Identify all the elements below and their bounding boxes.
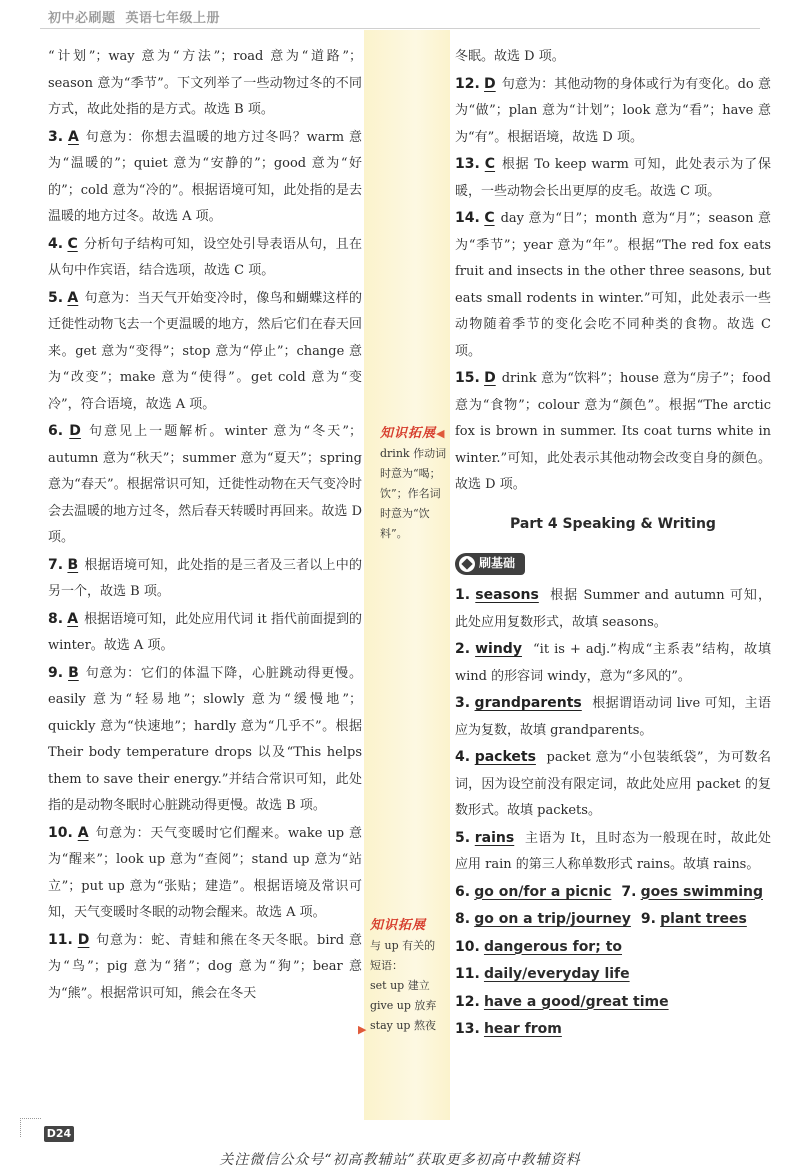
answer-letter: A (67, 289, 79, 306)
answer-item (455, 365, 771, 499)
running-header (48, 7, 220, 26)
section-badge (455, 553, 525, 575)
note-line: 时意为“喝； (380, 467, 441, 480)
item-number: 6. (48, 423, 64, 439)
item-number: 12. (455, 75, 480, 92)
answer-item (48, 606, 362, 660)
short-answer-row (455, 879, 771, 907)
explanation: packet 意为“小包装纸袋”，为可数名词，因为设空前没有限定词，故此处应用 packet 的复数形式。故填 packets。 (455, 750, 771, 818)
explanation: “it is + adj.”构成“主系表”结构，故填 wind 的形容词 windy，意为“多风的”。 (455, 642, 771, 684)
answer-item (48, 418, 362, 552)
answer-letter: D (484, 370, 496, 386)
book-title: 初中必刷题 (48, 11, 116, 26)
explanation: 冬眠。故选 D 项。 (455, 49, 565, 64)
short-answer-row (455, 906, 771, 934)
answer-word: seasons (475, 587, 539, 603)
answer-phrase: dangerous for; to (483, 938, 622, 955)
item-number: 4. (455, 749, 471, 765)
item-number: 11. (455, 966, 480, 982)
answer-letter: A (77, 824, 89, 841)
answer-word: rains (474, 829, 515, 846)
short-answer-row (455, 989, 771, 1017)
explanation: 句意见上一题解析。winter 意为“冬天”；autumn 意为“秋天”；summer 意为“夏天”；spring 意为“春天”。根据常识可知，迁徙性动物在天气变冷时会去温暖的地方过冬，然后春天转暖时再回来。故选 D 项。 (48, 424, 363, 545)
explanation: 句意为：它们的体温下降，心脏跳动得更慢。easily 意为“轻易地”；slowly 意为“缓慢地”；quickly 意为“快速地”；hardly 意为“几乎不”。根据 Their body temperature drops 以及“This helps them to save their energy.”并结合常识可知，此处指的是动物冬眠时心脏跳动得更慢。故选 B 项。 (48, 665, 362, 813)
answer-word: windy (475, 641, 522, 657)
arrow-right-icon: ▶ (358, 1023, 367, 1036)
arrow-right-icon: ◀ (436, 427, 445, 440)
answer-item (48, 124, 362, 231)
answer-letter: B (67, 556, 79, 573)
left-column (48, 44, 362, 1007)
answer-letter: A (68, 128, 79, 145)
explanation: 根据语境可知，此处应用代词 it 指代前面提到的 winter。故选 A 项。 (48, 611, 362, 653)
answer-phrase: plant trees (660, 911, 747, 927)
short-answer-row (455, 961, 771, 989)
answer-letter: D (69, 423, 81, 439)
explanation: 根据语境可知，此处指的是三者及三者以上中的另一个，故选 B 项。 (48, 557, 362, 599)
answer-phrase: have a good/great time (483, 993, 669, 1010)
answer-item (455, 44, 771, 71)
explanation: day 意为“日”；month 意为“月”；season 意为“季节”；year 意为“年”。根据“The red fox eats fruit and insects in the other three seasons, but eats small rodents in winter.”可知，此处表示一些动物随着季节的变化会吃不同种类的食物。故选 C 项。 (455, 211, 771, 359)
item-number: 7. (621, 883, 637, 900)
item-number: 11. (48, 931, 73, 948)
note-line: 短语： (370, 959, 403, 972)
answer-phrase: daily/everyday life (483, 966, 630, 982)
item-number: 12. (455, 993, 480, 1010)
answer-item (48, 285, 362, 419)
footer-note: 关注微信公众号“初高教辅站”获取更多初高中教辅资料 (219, 1152, 581, 1168)
explanation: 根据谓语动词 live 可知，主语应为复数，故填 grandparents。 (455, 696, 771, 738)
answer-item (48, 231, 362, 285)
short-answer-row (455, 934, 771, 962)
answer-item (48, 660, 362, 820)
part-title: Part 4 Speaking & Writing (510, 515, 716, 532)
answer-item (48, 927, 362, 1008)
explanation: 根据 Summer and autumn 可知，此处应用复数形式，故填 seasons。 (455, 588, 772, 630)
explanation: 句意为：当天气开始变冷时，像鸟和蝴蝶这样的迁徙性动物飞去一个更温暖的地方，然后它们在春天回来。get 意为“变得”；stop 意为“停止”；change 意为“改变”；make 意为“使得”。get cold 意为“变冷”，符合语境，故选 A 项。 (48, 290, 362, 412)
answer-item (455, 744, 771, 825)
answer-item (48, 44, 362, 124)
answer-word: grandparents (474, 695, 582, 711)
knowledge-note-up (358, 916, 452, 1036)
item-number: 9. (48, 664, 64, 681)
answer-letter: C (484, 210, 495, 226)
answer-letter: D (77, 931, 90, 948)
explanation: 句意为：你想去温暖的地方过冬吗？warm 意为“温暖的”；quiet 意为“安静的”；good 意为“好的”；cold 意为“冷的”。根据语境可知，此处指的是去温暖的地方过冬。故选 A 项。 (48, 129, 362, 224)
answer-word: packets (474, 749, 536, 765)
item-number: 8. (455, 911, 471, 927)
item-number: 7. (48, 556, 64, 573)
note-line: drink 作动词 (380, 447, 447, 460)
page-corner-mark (20, 1118, 41, 1137)
item-number: 2. (455, 641, 471, 657)
answer-item (455, 582, 771, 636)
answer-item (455, 71, 771, 152)
page-number: D24 (44, 1126, 74, 1142)
answer-item (48, 820, 362, 927)
item-number: 14. (455, 210, 480, 226)
badge-label: 刷基础 (479, 556, 516, 571)
short-answer-row (455, 1016, 771, 1044)
answer-letter: C (67, 235, 78, 252)
explanation: 主语为 It，且时态为一般现在时，故此处应用 rain 的第三人称单数形式 rains。故填 rains。 (455, 830, 771, 872)
explanation: 根据 To keep warm 可知，此处表示为了保暖，一些动物会长出更厚的皮毛。故选 C 项。 (455, 157, 771, 199)
answer-phrase: go on a trip/journey (474, 911, 631, 927)
right-column (455, 44, 771, 1044)
item-number: 4. (48, 235, 64, 252)
header-rule (40, 28, 760, 29)
note-title: 知识拓展 (380, 426, 437, 441)
item-number: 3. (48, 128, 64, 145)
item-number: 13. (455, 156, 480, 172)
item-number: 6. (455, 883, 471, 900)
explanation: 句意为：蛇、青蛙和熊在冬天冬眠。bird 意为“鸟”；pig 意为“猪”；dog 意为“狗”；bear 意为“熊”。根据常识可知，熊会在冬天 (48, 932, 362, 1001)
explanation: drink 意为“饮料”；house 意为“房子”；food 意为“食物”；colour 意为“颜色”。根据“The arctic fox is brown in summer. Its coat turns white in winter.”可知，此处表示其他动物会改变自身的颜色。故选 D 项。 (455, 371, 771, 492)
pencil-icon (459, 556, 475, 572)
item-number: 15. (455, 370, 480, 386)
answer-item (455, 690, 771, 744)
explanation: 句意为：其他动物的身体或行为有变化。do 意为“做”；plan 意为“计划”；look 意为“看”；have 意为“有”。根据语境，故选 D 项。 (455, 76, 771, 145)
item-number: 8. (48, 610, 64, 627)
item-number: 5. (455, 829, 471, 846)
answer-phrase: goes swimming (640, 883, 763, 900)
answer-phrase: go on/for a picnic (474, 883, 612, 900)
answer-letter: B (68, 664, 79, 681)
item-number: 1. (455, 587, 471, 603)
book-subject: 英语七年级上册 (125, 11, 221, 26)
note-line: 时意为“饮 (380, 507, 430, 520)
note-line: 饮”；作名词 (380, 487, 441, 500)
note-title: 知识拓展 (370, 918, 427, 933)
answer-item (455, 205, 771, 365)
explanation: “计划”；way 意为“方法”；road 意为“道路”；season 意为“季节”。下文列举了一些动物过冬的不同方式，故此处指的是方式。故选 B 项。 (48, 49, 362, 117)
knowledge-note-drink (380, 424, 460, 544)
note-line: give up 放弃 (370, 999, 437, 1012)
item-number: 10. (48, 824, 73, 841)
item-number: 5. (48, 289, 64, 306)
explanation: 句意为：天气变暖时它们醒来。wake up 意为“醒来”；look up 意为“查阅”；stand up 意为“站立”；put up 意为“张贴；建造”。根据语境及常识可知，天气变暖时冬眠的动物会醒来。故选 A 项。 (48, 825, 362, 920)
answer-item (48, 552, 362, 606)
item-number: 10. (455, 938, 480, 955)
note-line: 与 up 有关的 (370, 939, 436, 952)
note-line: 料”。 (380, 527, 408, 540)
answer-letter: C (484, 156, 496, 172)
answer-letter: D (484, 75, 496, 92)
answer-item (455, 636, 771, 690)
answer-phrase: hear from (483, 1021, 562, 1037)
answer-item (455, 825, 771, 879)
item-number: 9. (640, 911, 656, 927)
answer-letter: A (67, 610, 79, 627)
item-number: 13. (455, 1021, 480, 1037)
answer-item (455, 151, 771, 205)
note-line: set up 建立 (370, 979, 430, 992)
item-number: 3. (455, 695, 471, 711)
explanation: 分析句子结构可知，设空处引导表语从句，且在从句中作宾语，结合选项，故选 C 项。 (48, 236, 362, 278)
note-line: stay up 熬夜 (370, 1019, 436, 1032)
